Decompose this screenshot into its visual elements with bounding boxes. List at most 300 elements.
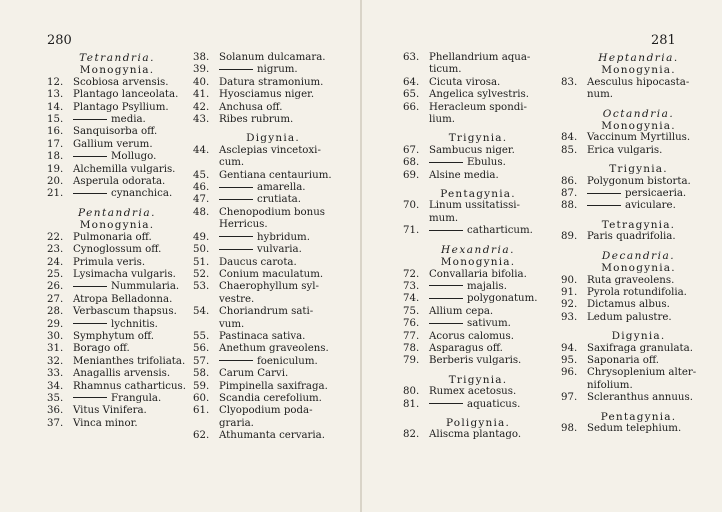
ditto-dash — [587, 205, 621, 206]
entry-text — [429, 102, 527, 114]
species-name: Rhamnus catharticus. — [73, 380, 187, 392]
species-entry — [47, 126, 187, 138]
species-name: Cynoglossum off. — [73, 244, 162, 256]
species-name: Ledum palustre. — [587, 311, 672, 323]
entry-number: 76. — [403, 318, 420, 330]
entry-text — [73, 257, 145, 269]
entry-number: 29. — [47, 318, 64, 330]
species-entry — [193, 381, 353, 393]
right-page-column-2 — [561, 52, 716, 435]
species-entry — [403, 386, 553, 398]
species-entry — [193, 281, 353, 293]
entry-number: 77. — [403, 330, 420, 342]
species-name: Heracleum spondi- — [429, 101, 527, 113]
entry-number: 39. — [193, 64, 210, 76]
species-name: Phellandrium aqua- — [429, 52, 531, 63]
species-entry — [403, 343, 553, 355]
ditto-dash — [219, 69, 253, 70]
entry-number: 67. — [403, 144, 420, 156]
species-entry — [193, 170, 353, 182]
entry-text — [73, 356, 185, 368]
entry-number: 41. — [193, 89, 210, 101]
entry-number: 32. — [47, 355, 64, 367]
species-entry — [193, 331, 353, 343]
entry-number: 20. — [47, 176, 64, 188]
entry-text — [73, 151, 156, 163]
ditto-dash — [219, 236, 253, 237]
entry-text — [73, 269, 176, 281]
entry-text — [219, 343, 329, 355]
entry-text — [219, 102, 283, 114]
species-name: Gallium verum. — [73, 138, 153, 150]
species-entry — [403, 89, 553, 101]
species-name: Sambucus niger. — [429, 144, 515, 156]
species-entry — [403, 225, 553, 237]
entry-number: 69. — [403, 169, 420, 181]
entry-number: 16. — [47, 126, 64, 138]
entry-text — [219, 52, 326, 64]
ditto-dash — [73, 156, 107, 157]
species-name: Chrysoplenium alter- — [587, 367, 697, 379]
species-name: persicaeria. — [625, 188, 687, 200]
entry-number: 36. — [47, 405, 64, 417]
species-name: Scleranthus annuus. — [587, 392, 693, 404]
species-name: Verbascum thapsus. — [73, 306, 177, 318]
class-heading: Hexandria. — [440, 243, 515, 256]
species-entry — [403, 399, 553, 411]
species-entry — [193, 356, 353, 368]
entry-text — [587, 343, 693, 355]
entry-number: 37. — [47, 417, 64, 429]
entry-number: 57. — [193, 355, 210, 367]
species-entry — [403, 52, 553, 64]
entry-text — [219, 381, 328, 393]
species-name: Linum ussitatissi- — [429, 200, 520, 212]
species-entry — [193, 207, 353, 219]
species-entry — [193, 89, 353, 101]
species-name: Gentiana centaurium. — [219, 169, 332, 181]
entry-text — [587, 287, 687, 299]
entry-text — [219, 356, 318, 368]
species-entry — [47, 89, 187, 101]
entry-number: 88. — [561, 200, 578, 212]
entry-continuation: cum. — [219, 157, 245, 169]
entry-text — [429, 77, 500, 89]
species-entry — [47, 368, 187, 380]
species-entry — [403, 200, 553, 212]
entry-number: 25. — [47, 268, 64, 280]
entry-text — [73, 176, 165, 188]
entry-text — [219, 182, 306, 194]
entry-text — [219, 257, 297, 269]
order-heading: Trigynia. — [609, 163, 668, 176]
species-name: Vitus Vinifera. — [73, 405, 147, 417]
entry-number: 14. — [47, 101, 64, 113]
species-entry — [403, 145, 553, 157]
species-name: Hyosciamus niger. — [219, 89, 315, 101]
entry-text — [73, 139, 153, 151]
entry-text — [429, 89, 529, 101]
species-name: Pastinaca sativa. — [219, 330, 306, 342]
species-entry — [47, 114, 187, 126]
species-entry — [403, 331, 553, 343]
species-name: catharticum. — [467, 225, 533, 237]
species-entry — [561, 367, 716, 379]
species-entry — [47, 294, 187, 306]
entry-text — [73, 188, 172, 200]
entry-text — [73, 368, 170, 380]
species-entry — [403, 293, 553, 305]
species-entry — [193, 306, 353, 318]
entry-text — [73, 381, 186, 393]
species-name: Ruta graveolens. — [587, 274, 675, 286]
species-entry — [403, 306, 553, 318]
species-name: cynanchica. — [111, 188, 173, 200]
entry-text — [73, 319, 158, 331]
species-entry — [47, 405, 187, 417]
entry-text — [587, 299, 670, 311]
species-entry — [193, 52, 353, 64]
species-entry — [561, 312, 716, 324]
entry-text — [429, 343, 503, 355]
species-name: Mollugo. — [111, 151, 157, 163]
entry-number: 54. — [193, 306, 210, 318]
species-entry — [47, 381, 187, 393]
entry-number: 70. — [403, 200, 420, 212]
ditto-dash — [73, 323, 107, 324]
species-name: Berberis vulgaris. — [429, 355, 522, 367]
species-entry — [47, 418, 187, 430]
order-heading: Trigynia. — [448, 132, 508, 145]
entry-number: 87. — [561, 188, 578, 200]
species-entry — [561, 299, 716, 311]
entry-number: 58. — [193, 368, 210, 380]
entry-number: 30. — [47, 330, 64, 342]
entry-number: 22. — [47, 231, 64, 243]
species-entry — [561, 77, 716, 89]
entry-number: 79. — [403, 355, 420, 367]
entry-text — [587, 200, 676, 212]
species-name: Cicuta virosa. — [429, 76, 501, 88]
entry-number: 35. — [47, 392, 64, 404]
entry-number: 18. — [47, 151, 64, 163]
species-name: Vaccinum Myrtillus. — [587, 132, 691, 144]
species-entry — [403, 170, 553, 182]
right-page — [361, 0, 722, 512]
species-name: Symphytum off. — [73, 330, 155, 342]
entry-text — [429, 293, 538, 305]
species-name: sativum. — [467, 318, 511, 330]
entry-text — [219, 145, 321, 157]
entry-text — [587, 367, 696, 379]
entry-number: 12. — [47, 76, 64, 88]
entry-text — [587, 312, 672, 324]
entry-number: 38. — [193, 52, 210, 63]
entry-number: 91. — [561, 286, 578, 298]
species-name: Polygonum bistorta. — [587, 175, 691, 187]
species-name: Menianthes trifoliata. — [73, 355, 186, 367]
species-entry — [47, 356, 187, 368]
entry-text — [219, 77, 323, 89]
species-entry — [403, 102, 553, 114]
entry-number: 61. — [193, 405, 210, 417]
species-entry — [193, 194, 353, 206]
species-entry — [403, 281, 553, 293]
species-entry — [561, 145, 716, 157]
species-name: Frangula. — [111, 392, 162, 404]
species-name: Chenopodium bonus — [219, 206, 325, 218]
species-entry — [561, 287, 716, 299]
species-name: Pyrola rotundifolia. — [587, 286, 687, 298]
species-entry — [403, 318, 553, 330]
page-number-left: 280 — [47, 33, 72, 48]
entry-number: 17. — [47, 138, 64, 150]
species-name: Asparagus off. — [429, 342, 503, 354]
species-entry — [47, 164, 187, 176]
species-name: amarella. — [257, 182, 306, 194]
species-name: Scandia cerefolium. — [219, 392, 322, 404]
species-entry — [561, 275, 716, 287]
ditto-dash — [219, 187, 253, 188]
species-entry — [403, 157, 553, 169]
species-entry — [193, 232, 353, 244]
order-heading: Monogynia. — [601, 120, 676, 133]
entry-number: 43. — [193, 114, 210, 126]
order-heading: Pentagynia. — [440, 188, 516, 201]
species-entry — [47, 139, 187, 151]
entry-number: 68. — [403, 157, 420, 169]
species-name: Asperula odorata. — [73, 176, 166, 188]
order-heading: Trigynia. — [448, 373, 508, 386]
species-entry — [47, 151, 187, 163]
species-name: hybridum. — [257, 231, 310, 243]
species-entry — [193, 182, 353, 194]
entry-text — [587, 188, 686, 200]
entry-text — [73, 89, 178, 101]
species-entry — [193, 368, 353, 380]
entry-text — [219, 281, 319, 293]
entry-text — [429, 269, 527, 281]
species-entry — [193, 145, 353, 157]
species-entry — [403, 355, 553, 367]
entry-continuation: nifolium. — [587, 379, 633, 391]
species-entry — [47, 306, 187, 318]
entry-text — [73, 126, 157, 138]
species-entry — [193, 244, 353, 256]
entry-number: 83. — [561, 76, 578, 88]
entry-text — [429, 281, 507, 293]
ditto-dash — [219, 360, 253, 361]
ditto-dash — [429, 323, 463, 324]
entry-number: 60. — [193, 392, 210, 404]
species-entry — [193, 269, 353, 281]
entry-number: 80. — [403, 386, 420, 398]
entry-number: 51. — [193, 256, 210, 268]
entry-number: 31. — [47, 343, 64, 355]
species-name: Erica vulgaris. — [587, 144, 663, 156]
species-name: Solanum dulcamara. — [219, 52, 326, 63]
species-name: majalis. — [467, 280, 507, 292]
left-page-column-1 — [47, 52, 187, 430]
species-entry — [403, 77, 553, 89]
entry-number: 27. — [47, 293, 64, 305]
order-heading: Monogynia. — [601, 262, 676, 275]
entry-continuation: lium. — [429, 114, 455, 126]
species-name: Saponaria off. — [587, 354, 660, 366]
species-name: Acorus calomus. — [429, 330, 514, 342]
entry-text — [219, 430, 325, 442]
species-entry — [193, 114, 353, 126]
species-name: Anethum graveolens. — [219, 343, 329, 355]
entry-text — [429, 225, 533, 237]
species-name: Nummularia. — [111, 281, 180, 293]
species-entry — [193, 405, 353, 417]
species-name: Clyopodium poda- — [219, 405, 313, 417]
species-name: Primula veris. — [73, 256, 146, 268]
species-name: Conium maculatum. — [219, 268, 324, 280]
order-heading: Monogynia. — [79, 219, 155, 232]
species-entry — [47, 281, 187, 293]
ditto-dash — [587, 193, 621, 194]
entry-text — [429, 306, 493, 318]
entry-text — [73, 418, 138, 430]
species-name: polygonatum. — [467, 293, 538, 305]
species-name: Plantago Psyllium. — [73, 101, 169, 113]
class-heading: Octandria. — [602, 107, 675, 120]
order-heading: Poligynia. — [445, 416, 511, 429]
entry-text — [219, 89, 314, 101]
entry-text — [587, 77, 689, 89]
entry-text — [73, 306, 177, 318]
entry-number: 24. — [47, 256, 64, 268]
species-entry — [193, 343, 353, 355]
species-entry — [193, 64, 353, 76]
species-name: aviculare. — [625, 200, 676, 212]
entry-number: 92. — [561, 299, 578, 311]
entry-text — [73, 331, 154, 343]
species-name: Sanquisorba off. — [73, 126, 158, 138]
entry-number: 49. — [193, 231, 210, 243]
ditto-dash — [429, 298, 463, 299]
entry-number: 72. — [403, 268, 420, 280]
entry-continuation: num. — [587, 89, 614, 101]
species-entry — [193, 77, 353, 89]
species-name: Alchemilla vulgaris. — [73, 163, 176, 175]
ditto-dash — [73, 119, 107, 120]
entry-number: 53. — [193, 281, 210, 293]
species-entry — [47, 393, 187, 405]
species-entry — [47, 77, 187, 89]
species-name: Anagallis arvensis. — [73, 368, 171, 380]
entry-number: 81. — [403, 398, 420, 410]
entry-number: 64. — [403, 76, 420, 88]
entry-number: 48. — [193, 206, 210, 218]
species-name: Plantago lanceolata. — [73, 89, 179, 101]
entry-number: 74. — [403, 293, 420, 305]
ditto-dash — [429, 285, 463, 286]
entry-number: 56. — [193, 343, 210, 355]
entry-continuation: Herricus. — [219, 219, 268, 231]
entry-number: 33. — [47, 368, 64, 380]
entry-text — [219, 232, 310, 244]
entry-number: 78. — [403, 342, 420, 354]
entry-text — [73, 281, 179, 293]
entry-text — [73, 294, 172, 306]
entry-number: 62. — [193, 430, 210, 442]
entry-number: 93. — [561, 311, 578, 323]
ditto-dash — [73, 397, 107, 398]
entry-number: 59. — [193, 380, 210, 392]
entry-text — [219, 64, 298, 76]
species-entry — [561, 188, 716, 200]
entry-text — [219, 207, 325, 219]
entry-number: 26. — [47, 281, 64, 293]
entry-number: 86. — [561, 175, 578, 187]
entry-text — [587, 176, 691, 188]
entry-text — [219, 194, 301, 206]
entry-text — [429, 355, 521, 367]
species-entry — [47, 331, 187, 343]
species-name: Vinca minor. — [73, 417, 138, 429]
entry-number: 50. — [193, 244, 210, 256]
entry-text — [587, 423, 681, 435]
order-heading: Digynia. — [246, 132, 300, 145]
class-heading: Decandria. — [601, 249, 676, 262]
entry-number: 97. — [561, 392, 578, 404]
entry-text — [587, 145, 662, 157]
order-heading: Monogynia. — [79, 64, 155, 77]
species-name: Athumanta cervaria. — [219, 430, 325, 442]
entry-text — [219, 368, 288, 380]
entry-text — [73, 244, 161, 256]
entry-number: 34. — [47, 380, 64, 392]
page-number-right: 281 — [651, 33, 676, 48]
species-name: Saxifraga granulata. — [587, 342, 693, 354]
species-name: Angelica sylvestris. — [429, 89, 529, 101]
entry-text — [429, 200, 520, 212]
species-entry — [561, 200, 716, 212]
entry-number: 75. — [403, 305, 420, 317]
entry-number: 13. — [47, 89, 64, 101]
species-entry — [561, 392, 716, 404]
species-name: Scobiosa arvensis. — [73, 76, 169, 88]
entry-text — [587, 132, 690, 144]
entry-text — [429, 157, 506, 169]
species-entry — [193, 257, 353, 269]
ditto-dash — [219, 199, 253, 200]
entry-number: 98. — [561, 422, 578, 434]
entry-text — [587, 275, 674, 287]
entry-text — [219, 306, 313, 318]
class-heading: Pentandria. — [77, 206, 156, 219]
ditto-dash — [219, 249, 253, 250]
entry-text — [219, 331, 305, 343]
entry-continuation: vum. — [219, 318, 245, 330]
species-name: Carum Carvi. — [219, 368, 289, 380]
entry-continuation: mum. — [429, 212, 459, 224]
species-name: crutiata. — [257, 194, 301, 206]
entry-number: 66. — [403, 101, 420, 113]
ditto-dash — [429, 230, 463, 231]
entry-text — [587, 392, 693, 404]
species-name: Ribes rubrum. — [219, 114, 294, 126]
order-heading: Monogynia. — [440, 256, 516, 269]
species-name: Dictamus albus. — [587, 299, 670, 311]
entry-continuation: graria. — [219, 417, 254, 429]
entry-number: 21. — [47, 188, 64, 200]
species-entry — [47, 257, 187, 269]
left-page-column-2 — [193, 52, 353, 443]
